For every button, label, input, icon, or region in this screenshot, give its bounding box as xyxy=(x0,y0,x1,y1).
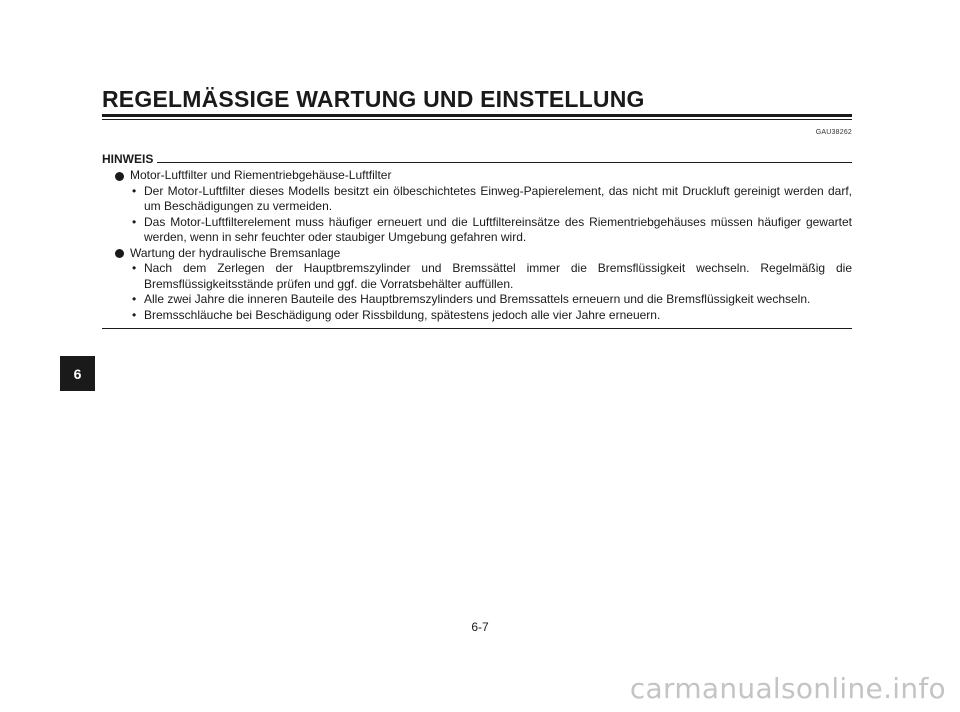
note-bullet xyxy=(102,215,852,246)
bullet-dot-icon: • xyxy=(132,261,137,275)
bullet-dot-icon: • xyxy=(132,292,137,306)
page-title: REGELMÄSSIGE WARTUNG UND EINSTELLUNG xyxy=(102,86,645,112)
page-number: 6-7 xyxy=(471,620,489,634)
note-bullet xyxy=(102,261,852,292)
note-bullet-text: Alle zwei Jahre die inneren Bauteile des Hauptbremszylinders und Bremssattels erneuern und die Bremsflüssigkeit wechseln. xyxy=(144,292,811,306)
note-title-rule xyxy=(157,162,852,163)
note-topic xyxy=(102,246,852,262)
note-topic-label: Wartung der hydraulische Bremsanlage xyxy=(130,245,341,260)
bullet-dot-icon: • xyxy=(132,307,137,322)
note-topic-label: Motor-Luftfilter und Riementriebgehäuse-Luftfilter xyxy=(130,168,392,182)
note-body xyxy=(102,168,852,323)
document-code: GAU38262 xyxy=(815,129,852,136)
bullet-dot-icon: • xyxy=(132,214,137,229)
note-topic xyxy=(102,168,852,184)
note-title: HINWEIS xyxy=(102,152,154,166)
note-bullet xyxy=(102,184,852,215)
filled-circle-bullet-icon xyxy=(115,172,124,181)
heading-rule-thin xyxy=(102,119,852,120)
note-bullet-text: Der Motor-Luftfilter dieses Modells besitzt ein ölbeschichtetes Einweg-Papierelement, das nicht mit Druckluft gereinigt werden darf, um Beschädigungen zu vermeiden. xyxy=(144,183,852,213)
chapter-tab: 6 xyxy=(60,356,95,391)
watermark: carmanualsonline.info xyxy=(629,672,946,705)
filled-circle-bullet-icon xyxy=(115,249,124,258)
note-end-rule xyxy=(102,328,852,329)
note-bullet-text: Bremsschläuche bei Beschädigung oder Rissbildung, spätestens jedoch alle vier Jahre erneuern. xyxy=(144,307,661,322)
heading-rule-thick xyxy=(102,114,852,117)
note-bullet-text: Das Motor-Luftfilterelement muss häufiger erneuert und die Luftfiltereinsätze des Riementriebgehäuses müssen häufiger gewartet werden, wenn in sehr feuchter oder staubiger Umgebung gefahren wird. xyxy=(144,214,852,244)
bullet-dot-icon: • xyxy=(132,183,137,198)
note-bullet-text: Nach dem Zerlegen der Hauptbremszylinder und Bremssättel immer die Bremsflüssigkeit wechseln. Regelmäßig die Bremsflüssigkeitsstände prüfen und ggf. die Vorratsbehälter auffüllen. xyxy=(144,261,852,291)
note-bullet xyxy=(102,308,852,324)
note-header xyxy=(102,152,852,166)
note-bullet xyxy=(102,292,852,308)
